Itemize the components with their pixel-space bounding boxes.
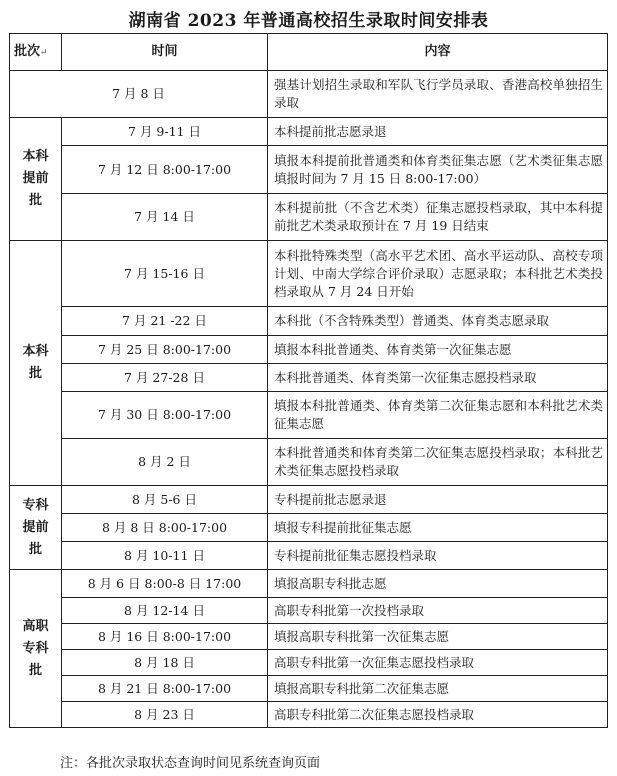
header-content: 内容 [268,34,608,71]
content-cell: 专科提前批志愿录退 [268,486,608,514]
table-row [10,624,608,650]
content-cell: 填报高职专科批第二次征集志愿 [268,676,608,702]
table-row [10,118,608,146]
content-cell: 填报本科提前批普通类和体育类征集志愿（艺术类征集志愿填报时间为 7 月 15 日 8:00-17:00） [268,146,608,194]
content-cell: 高职专科批第一次投档录取 [268,598,608,624]
time-cell: 8 月 6 日 8:00-8 日 17:00 [62,570,268,598]
header-batch-label: 批次 [14,43,41,59]
table-row [10,702,608,728]
time-cell: 7 月 12 日 8:00-17:00 [62,146,268,194]
time-cell: 8 月 18 日 [62,650,268,676]
table-row [10,392,608,439]
content-cell: 填报高职专科批第一次征集志愿 [268,624,608,650]
time-cell: 7 月 14 日 [62,194,268,241]
table-row [10,570,608,598]
time-cell: 7 月 8 日 [10,71,268,118]
batch-cell-undergrad: 本科 批 [10,241,62,486]
content-cell: 本科批普通类、体育类第一次征集志愿投档录取 [268,364,608,392]
content-cell: 专科提前批征集志愿投档录取 [268,542,608,570]
content-cell: 强基计划招生录取和军队飞行学员录取、香港高校单独招生录取 [268,71,608,118]
content-cell: 高职专科批第二次征集志愿投档录取 [268,702,608,728]
table-row [10,364,608,392]
table-row [10,146,608,194]
header-time: 时间 [62,34,268,71]
content-cell: 本科批（不含特殊类型）普通类、体育类志愿录取 [268,307,608,336]
table-row [10,439,608,486]
content-cell: 填报高职专科批志愿 [268,570,608,598]
time-cell: 8 月 23 日 [62,702,268,728]
header-batch [10,34,62,71]
footnote: 注：各批次录取状态查询时间见系统查询页面 [60,756,321,771]
time-cell: 8 月 10-11 日 [62,542,268,570]
table-row [10,336,608,364]
time-cell: 7 月 27-28 日 [62,364,268,392]
content-cell: 填报本科批普通类、体育类第一次征集志愿 [268,336,608,364]
time-cell: 8 月 21 日 8:00-17:00 [62,676,268,702]
time-cell: 8 月 5-6 日 [62,486,268,514]
content-cell: 本科批普通类和体育类第二次征集志愿投档录取；本科批艺术类征集志愿投档录取 [268,439,608,486]
time-cell: 7 月 15-16 日 [62,241,268,307]
table-row [10,598,608,624]
content-cell: 填报本科批普通类、体育类第二次征集志愿和本科批艺术类征集志愿 [268,392,608,439]
table-row [10,194,608,241]
table-row [10,676,608,702]
batch-cell-junior-early: 专科 提前 批 [10,486,62,570]
time-cell: 8 月 16 日 8:00-17:00 [62,624,268,650]
table-row [10,650,608,676]
time-cell: 8 月 2 日 [62,439,268,486]
time-cell: 7 月 9-11 日 [62,118,268,146]
content-cell: 高职专科批第一次征集志愿投档录取 [268,650,608,676]
time-cell: 7 月 30 日 8:00-17:00 [62,392,268,439]
time-cell: 8 月 8 日 8:00-17:00 [62,514,268,542]
header-row [10,34,608,71]
content-cell: 本科提前批（不含艺术类）征集志愿投档录取，其中本科提前批艺术类录取预计在 7 月 19 日结束 [268,194,608,241]
content-cell: 本科提前批志愿录退 [268,118,608,146]
table-row [10,542,608,570]
time-cell: 8 月 12-14 日 [62,598,268,624]
table-row [10,71,608,118]
content-cell: 本科批特殊类型（高水平艺术团、高水平运动队、高校专项计划、中南大学综合评价录取）志愿录取；本科批艺术类投档录取从 7 月 24 日开始 [268,241,608,307]
batch-cell-undergrad-early: 本科 提前 批 [10,118,62,241]
table-row [10,241,608,307]
table-row [10,514,608,542]
table-title: 湖南省 2023 年普通高校招生录取时间安排表 [128,11,489,31]
table-row [10,307,608,336]
content-cell: 填报专科提前批征集志愿 [268,514,608,542]
table-row [10,486,608,514]
time-cell: 7 月 25 日 8:00-17:00 [62,336,268,364]
paragraph-mark-icon: ↵ [40,47,48,58]
time-cell: 7 月 21 -22 日 [62,307,268,336]
admission-schedule-table [9,33,608,728]
batch-cell-vocational: 高职 专科 批 [10,570,62,728]
